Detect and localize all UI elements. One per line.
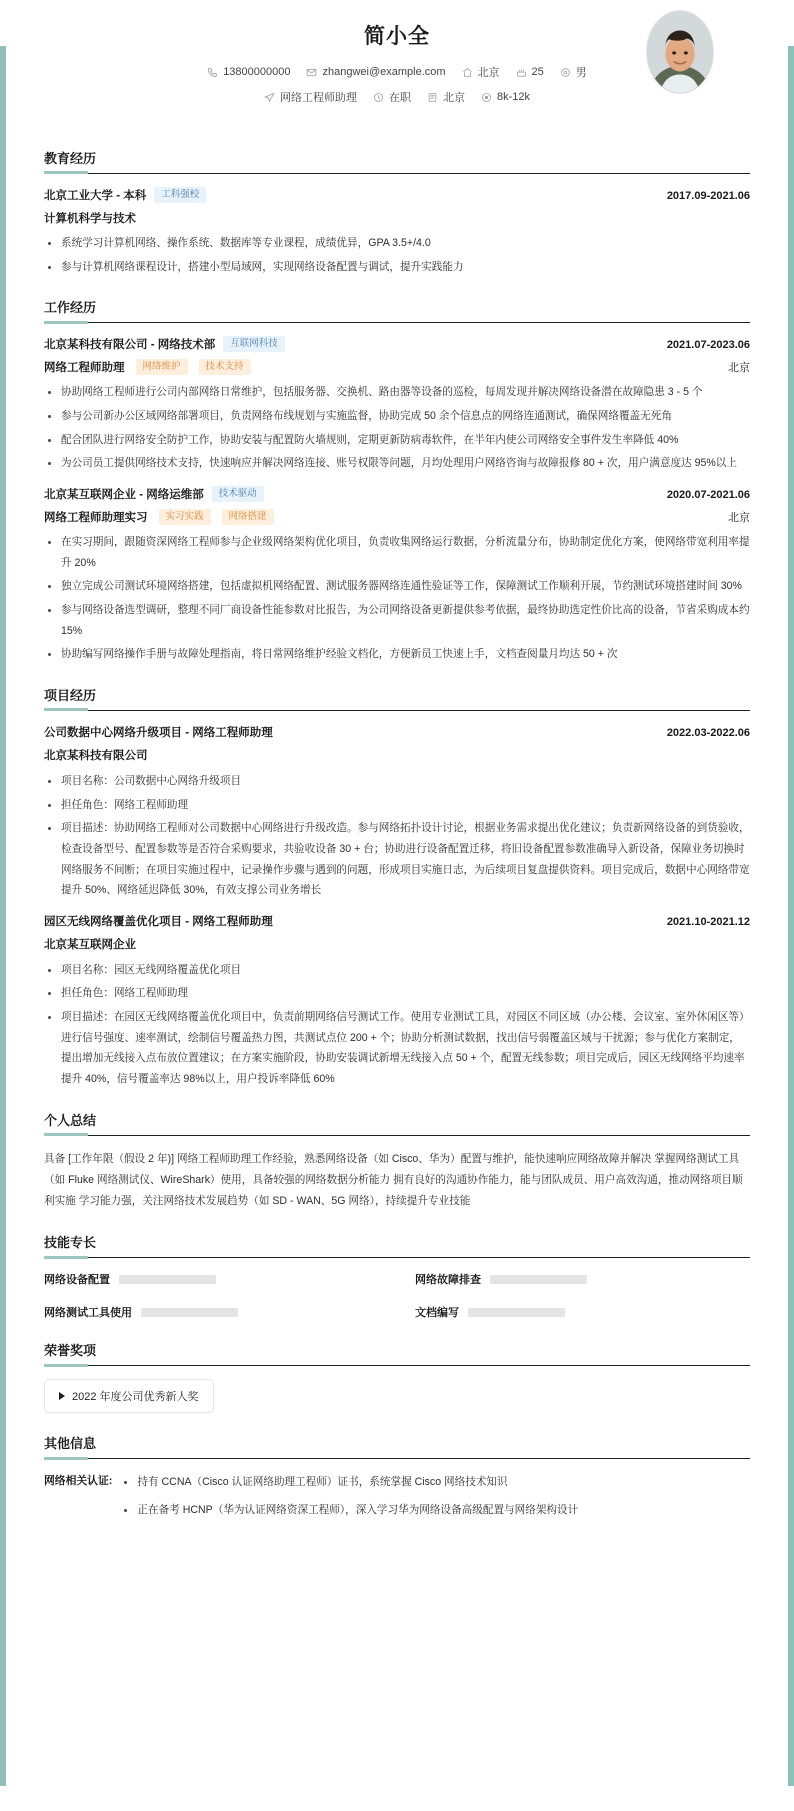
education-tag: 工科强校 — [154, 187, 206, 203]
list-item: 配合团队进行网络安全防护工作，协助安装与配置防火墙规则，定期更新防病毒软件，在半年内使公司网络安全事件发生率降低 40% — [44, 430, 750, 451]
education-school-text: 北京工业大学 - 本科 — [44, 190, 147, 202]
project-name: 公司数据中心网络升级项目 - 网络工程师助理 — [44, 726, 273, 739]
project-date: 2021.10-2021.12 — [666, 915, 750, 928]
project-date: 2022.03-2022.06 — [666, 726, 750, 739]
list-item: 持有 CCNA（Cisco 认证网络助理工程师）证书，系统掌握 Cisco 网络技术知识 — [120, 1472, 750, 1493]
work-role — [44, 509, 274, 525]
list-item: 参与网络设备选型调研，整理不同厂商设备性能参数对比报告，为公司网络设备更新提供参考依据，最终协助选定性价比高的设备，节省采购成本约 15% — [44, 600, 750, 641]
work-company-text: 北京某互联网企业 - 网络运维部 — [44, 488, 204, 501]
work-date: 2021.07-2023.06 — [666, 339, 750, 352]
desired-position — [264, 89, 357, 105]
skill-label: 网络测试工具使用 — [44, 1307, 132, 1320]
work-role-row — [44, 509, 750, 525]
job-status-text: 在职 — [388, 92, 411, 104]
education-school — [44, 187, 206, 203]
work-role-text: 网络工程师助理 — [44, 362, 125, 375]
education-entry-header — [44, 187, 750, 203]
education-major: 计算机科学与技术 — [44, 213, 136, 225]
list-item: 项目描述：在园区无线网络覆盖优化项目中，负责前期网络信号测试工作。使用专业测试工具，对园区不同区域（办公楼、会议室、室外休闲区等）进行信号强度、速率测试，绘制信号覆盖热力图，共测试点位 200 + 个；协助分析测试数据，找出信号弱覆盖区域与干扰源；参与优化方案制定，提出增加无线接入点布放位置建议；在方案实施阶段，协助安装调试新增无线接入点 50 + 个，配置无线参数；项目完成后，园区无线网络平均速率提升 40%，信号覆盖率达 98%以上，用户投诉率降低 60% — [44, 1007, 750, 1090]
skill-label: 网络设备配置 — [44, 1274, 110, 1287]
section-skills — [44, 1232, 750, 1320]
other-info-row — [44, 1472, 750, 1527]
contact-city — [462, 64, 500, 80]
project-org: 北京某科技有限公司 — [44, 749, 148, 762]
award-card[interactable] — [44, 1379, 214, 1413]
skill-progress-track — [141, 1308, 238, 1317]
work-company — [44, 336, 285, 352]
contact-city-text: 北京 — [477, 67, 500, 79]
salary-range-text: 8k-12k — [496, 91, 531, 103]
work-city — [427, 89, 465, 105]
work-entry-header — [44, 336, 750, 352]
skill-label: 网络故障排查 — [415, 1274, 481, 1287]
other-info-label: 网络相关认证: — [44, 1475, 113, 1488]
education-bullets — [44, 233, 750, 277]
project-bullets — [44, 960, 750, 1090]
skills-grid — [44, 1271, 750, 1320]
project-org: 北京某互联网企业 — [44, 938, 136, 951]
project-entry — [44, 724, 750, 901]
cake-icon — [516, 67, 527, 78]
list-item: 项目名称：园区无线网络覆盖优化项目 — [44, 960, 750, 981]
list-item: 独立完成公司测试环境网络搭建，包括虚拟机网络配置、测试服务器网络连通性验证等工作，保障测试工作顺利开展，节约测试环境搭建时间 30% — [44, 576, 750, 597]
work-bullets — [44, 532, 750, 665]
skill-progress-track — [490, 1275, 587, 1284]
contact-age — [516, 66, 544, 78]
section-title-education: 教育经历 — [44, 148, 750, 174]
job-status — [373, 89, 411, 105]
contact-phone — [207, 66, 290, 78]
work-role-tag: 网络搭建 — [222, 509, 274, 525]
list-item: 为公司员工提供网络技术支持，快速响应并解决网络连接、账号权限等问题，月均处理用户网络咨询与故障报修 80 + 次，用户满意度达 95%以上 — [44, 453, 750, 474]
project-name: 园区无线网络覆盖优化项目 - 网络工程师助理 — [44, 915, 273, 928]
home-icon — [462, 67, 473, 78]
work-company — [44, 486, 264, 502]
project-entry — [44, 913, 750, 1090]
contact-gender-text: 男 — [575, 67, 587, 79]
list-item: 担任角色：网络工程师助理 — [44, 795, 750, 816]
skill-item — [44, 1271, 379, 1287]
section-education — [44, 148, 750, 277]
list-item: 项目名称：公司数据中心网络升级项目 — [44, 771, 750, 792]
work-entry — [44, 336, 750, 474]
education-entry — [44, 187, 750, 277]
contact-phone-text: 13800000000 — [223, 66, 291, 78]
mail-icon — [306, 67, 317, 78]
work-entry — [44, 486, 750, 665]
summary-text: 具备 [工作年限（假设 2 年)] 网络工程师助理工作经验，熟悉网络设备（如 Cisco、华为）配置与维护，能快速响应网络故障并解决 掌握网络测试工具（如 Fluke 网络测试仪、WireShark）使用，具备较强的网络数据分析能力 拥有良好的沟通协作能力，能与团队成员、用户高效沟通，推动网络项目顺利实施 学习能力强，关注网络技术发展趋势（如 SD - WAN、5G 网络），持续提升专业技能 — [44, 1152, 743, 1208]
project-entry-header — [44, 724, 750, 740]
building-icon — [427, 92, 438, 103]
section-title-projects: 项目经历 — [44, 685, 750, 711]
paperplane-icon — [264, 92, 275, 103]
work-company-tag: 互联网科技 — [223, 336, 285, 352]
list-item: 参与公司新办公区域网络部署项目，负责网络布线规划与实施监督，协助完成 50 余个信息点的网络连通测试，确保网络覆盖无死角 — [44, 406, 750, 427]
status-icon — [373, 92, 384, 103]
page-bottom-spacer — [44, 1528, 750, 1558]
contact-row-secondary — [44, 89, 750, 105]
work-role-tag: 技术支持 — [199, 359, 251, 375]
section-title-other: 其他信息 — [44, 1433, 750, 1459]
avatar — [646, 10, 714, 94]
salary-range — [481, 91, 530, 103]
skill-progress-track — [468, 1308, 565, 1317]
work-city-text: 北京 — [442, 92, 465, 104]
list-item: 系统学习计算机网络、操作系统、数据库等专业课程，成绩优异，GPA 3.5+/4.0 — [44, 233, 750, 254]
skill-item — [44, 1304, 379, 1320]
work-role-tag: 网络维护 — [136, 359, 188, 375]
project-bullets — [44, 771, 750, 901]
play-triangle-icon — [59, 1392, 65, 1400]
project-entry-header — [44, 913, 750, 929]
section-title-work: 工作经历 — [44, 297, 750, 323]
work-role-text: 网络工程师助理实习 — [44, 511, 148, 524]
skill-item — [415, 1304, 750, 1320]
work-role — [44, 359, 251, 375]
work-bullets — [44, 382, 750, 474]
section-title-skills: 技能专长 — [44, 1232, 750, 1258]
list-item: 担任角色：网络工程师助理 — [44, 983, 750, 1004]
contact-age-text: 25 — [531, 66, 544, 78]
work-role-tag: 实习实践 — [159, 509, 211, 525]
section-summary — [44, 1110, 750, 1213]
work-location: 北京 — [728, 511, 750, 524]
list-item: 正在备考 HCNP（华为认证网络资深工程师），深入学习华为网络设备高级配置与网络架构设计 — [120, 1500, 750, 1521]
phone-icon — [207, 67, 218, 78]
awards-list — [44, 1379, 750, 1413]
work-company-text: 北京某科技有限公司 - 网络技术部 — [44, 339, 216, 352]
other-info-bullets — [120, 1472, 750, 1527]
list-item: 参与计算机网络课程设计，搭建小型局域网，实现网络设备配置与调试，提升实践能力 — [44, 257, 750, 278]
list-item: 协助网络工程师进行公司内部网络日常维护，包括服务器、交换机、路由器等设备的巡检，每周发现并解决网络设备潜在故障隐患 3 - 5 个 — [44, 382, 750, 403]
salary-icon — [481, 92, 492, 103]
skill-item — [415, 1271, 750, 1287]
section-work — [44, 297, 750, 665]
work-entry-header — [44, 486, 750, 502]
contact-gender — [560, 64, 587, 80]
contact-email-text: zhangwei@example.com — [322, 66, 446, 78]
desired-position-text: 网络工程师助理 — [279, 92, 357, 104]
page-title: 简小全 — [364, 25, 430, 48]
skill-progress-track — [119, 1275, 216, 1284]
work-role-row — [44, 359, 750, 375]
section-other — [44, 1433, 750, 1527]
section-title-awards: 荣誉奖项 — [44, 1340, 750, 1366]
education-date: 2017.09-2021.06 — [666, 190, 750, 202]
list-item: 协助编写网络操作手册与故障处理指南，将日常网络维护经验文档化，方便新员工快速上手，文档查阅量月均达 50 + 次 — [44, 644, 750, 665]
section-title-summary: 个人总结 — [44, 1110, 750, 1136]
section-awards — [44, 1340, 750, 1413]
work-company-tag: 技术驱动 — [212, 486, 264, 502]
gender-icon — [560, 67, 571, 78]
list-item: 项目描述：协助网络工程师对公司数据中心网络进行升级改造。参与网络拓扑设计讨论，根据业务需求提出优化建议；负责新网络设备的到货验收，检查设备型号、配置参数等是否符合采购要求，共验收设备 30 + 台；协助进行设备配置迁移，将旧设备配置参数准确导入新设备，保障业务切换时网络服务不间断；在项目实施过程中，记录操作步骤与遇到的问题，形成项目实施日志，为后续项目复盘提供资料。项目完成后，数据中心网络带宽提升 50%、网络延迟降低 30%，有效支撑公司业务增长 — [44, 818, 750, 901]
list-item: 在实习期间，跟随资深网络工程师参与企业级网络架构优化项目，负责收集网络运行数据，分析流量分布，协助制定优化方案，使网络带宽利用率提升 20% — [44, 532, 750, 573]
section-projects — [44, 685, 750, 1090]
skill-label: 文档编写 — [415, 1307, 459, 1320]
work-date: 2020.07-2021.06 — [666, 488, 750, 501]
resume-header — [44, 0, 750, 128]
contact-email — [306, 66, 445, 78]
award-label: 2022 年度公司优秀新人奖 — [72, 1391, 199, 1404]
work-location: 北京 — [728, 362, 750, 375]
contact-row-primary — [44, 64, 750, 80]
